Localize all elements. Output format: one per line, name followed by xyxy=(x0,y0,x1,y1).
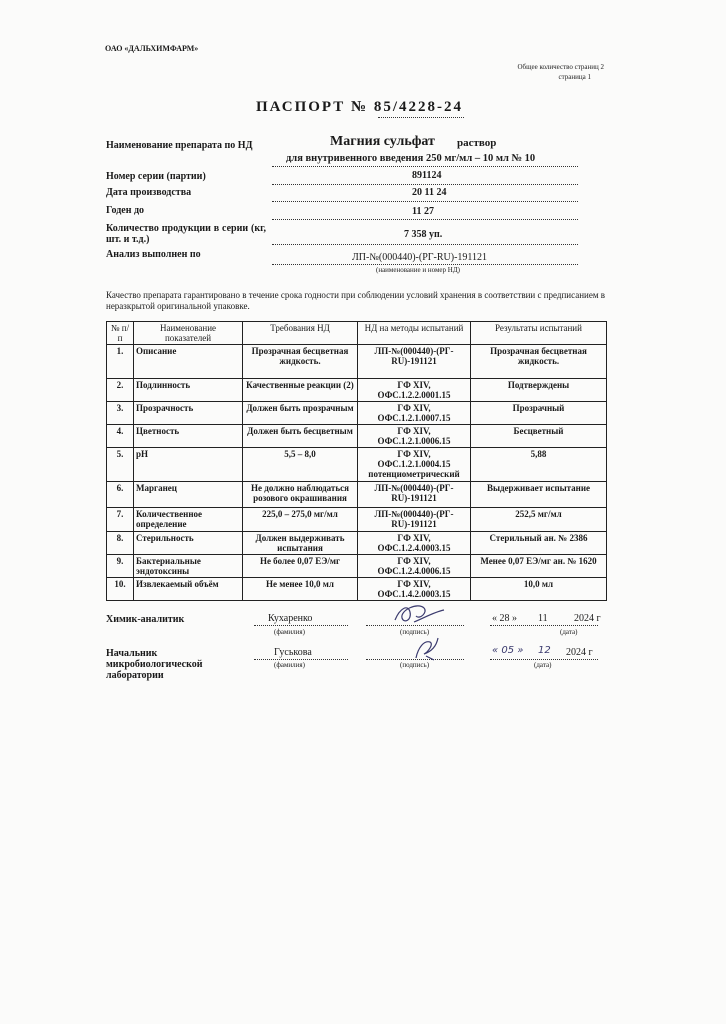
row-name: Извлекаемый объём xyxy=(134,578,243,601)
row-num: 2. xyxy=(107,379,134,402)
drug-description: для внутривенного введения 250 мг/мл – 10 мл № 10 xyxy=(286,153,536,164)
series-value: 891124 xyxy=(412,170,442,181)
row-requirement: Прозрачная бесцветная жидкость. xyxy=(243,345,358,379)
head-surname-caption: (фамилия) xyxy=(274,661,305,669)
table-row xyxy=(107,508,607,532)
quantity-label: Количество продукции в серии (кг, шт. и т.д.) xyxy=(106,223,266,245)
row-name: Количественное определение xyxy=(134,508,243,532)
analysis-label: Анализ выполнен по xyxy=(106,249,201,260)
row-method: ГФ XIV, ОФС.1.2.2.0001.15 xyxy=(358,379,471,402)
drug-underline xyxy=(272,166,578,167)
analysis-value: ЛП-№(000440)-(РГ-RU)-191121 xyxy=(352,252,488,263)
header-results: Результаты испытаний xyxy=(471,322,607,345)
quantity-value: 7 358 уп. xyxy=(404,229,443,240)
row-method: ЛП-№(000440)-(РГ-RU)-191121 xyxy=(358,508,471,532)
head-signature-icon xyxy=(408,634,448,664)
chemist-date-line xyxy=(490,625,598,626)
drug-label: Наименование препарата по НД xyxy=(106,140,253,151)
total-pages: Общее количество страниц 2 xyxy=(517,63,604,71)
row-result: Стерильный ан. № 2386 xyxy=(471,532,607,555)
row-num: 6. xyxy=(107,482,134,508)
row-method: ЛП-№(000440)-(РГ-RU)-191121 xyxy=(358,345,471,379)
table-row xyxy=(107,555,607,578)
prod-date-value: 20 11 24 xyxy=(412,187,447,198)
head-date-line xyxy=(490,659,598,660)
row-method: ЛП-№(000440)-(РГ-RU)-191121 xyxy=(358,482,471,508)
head-date-day: « 05 » xyxy=(492,645,524,656)
row-method: ГФ XIV, ОФС.1.2.1.0004.15 потенциометрический xyxy=(358,448,471,482)
chemist-date-month: 11 xyxy=(538,613,548,624)
row-num: 5. xyxy=(107,448,134,482)
row-requirement: 5,5 – 8,0 xyxy=(243,448,358,482)
row-result: Прозрачный xyxy=(471,402,607,425)
table-row xyxy=(107,448,607,482)
table-row xyxy=(107,578,607,601)
row-method: ГФ XIV, ОФС.1.2.4.0006.15 xyxy=(358,555,471,578)
row-requirement: Должен выдерживать испытания xyxy=(243,532,358,555)
head-date-caption: (дата) xyxy=(534,661,552,669)
row-method: ГФ XIV, ОФС.1.2.1.0006.15 xyxy=(358,425,471,448)
analysis-underline xyxy=(272,264,578,265)
row-name: pH xyxy=(134,448,243,482)
table-row xyxy=(107,532,607,555)
guarantee-text: Качество препарата гарантировано в течение срока годности при соблюдении условий хранения в соответствии с предписанием в неразкрытой оригинальной упаковке. xyxy=(106,290,606,311)
title-underline xyxy=(378,117,464,118)
chemist-signature-caption: (подпись) xyxy=(400,628,430,636)
head-date-month: 12 xyxy=(538,645,551,656)
head-name-line xyxy=(254,659,348,660)
expiry-value: 11 27 xyxy=(412,206,434,217)
prod-date-label: Дата производства xyxy=(106,187,192,198)
row-requirement: Должен быть бесцветным xyxy=(243,425,358,448)
row-requirement: Не должно наблюдаться розового окрашивания xyxy=(243,482,358,508)
head-date-year: 2024 г xyxy=(566,647,593,658)
table-row xyxy=(107,425,607,448)
drug-form: раствор xyxy=(457,137,497,149)
row-result: 252,5 мг/мл xyxy=(471,508,607,532)
table-header-row xyxy=(107,322,607,345)
table-row xyxy=(107,345,607,379)
row-num: 8. xyxy=(107,532,134,555)
company-name: ОАО «ДАЛЬХИМФАРМ» xyxy=(105,44,199,53)
chemist-name-line xyxy=(254,625,348,626)
row-method: ГФ XIV, ОФС.1.4.2.0003.15 xyxy=(358,578,471,601)
expiry-label: Годен до xyxy=(106,205,145,216)
row-requirement: Не менее 10,0 мл xyxy=(243,578,358,601)
row-method: ГФ XIV, ОФС.1.2.1.0007.15 xyxy=(358,402,471,425)
row-requirement: Не более 0,07 ЕЭ/мг xyxy=(243,555,358,578)
header-num: № п/п xyxy=(107,322,134,345)
row-num: 4. xyxy=(107,425,134,448)
row-requirement: Должен быть прозрачным xyxy=(243,402,358,425)
header-methods: НД на методы испытаний xyxy=(358,322,471,345)
chemist-date-day: « 28 » xyxy=(492,613,517,624)
chemist-date-year: 2024 г xyxy=(574,613,601,624)
row-num: 7. xyxy=(107,508,134,532)
row-name: Бактериальные эндотоксины xyxy=(134,555,243,578)
document-title: ПАСПОРТ № 85/4228-24 xyxy=(256,99,464,115)
chemist-date-caption: (дата) xyxy=(560,628,578,636)
row-num: 3. xyxy=(107,402,134,425)
row-requirement: Качественные реакции (2) xyxy=(243,379,358,402)
results-table xyxy=(106,321,607,601)
table-row xyxy=(107,402,607,425)
page-number: страница 1 xyxy=(558,73,591,81)
chemist-surname-caption: (фамилия) xyxy=(274,628,305,636)
expiry-underline xyxy=(272,219,578,220)
chemist-name: Кухаренко xyxy=(268,613,313,624)
analysis-caption: (наименование и номер НД) xyxy=(376,266,460,274)
row-method: ГФ XIV, ОФС.1.2.4.0003.15 xyxy=(358,532,471,555)
table-row xyxy=(107,379,607,402)
prod-date-underline xyxy=(272,201,578,202)
row-result: Прозрачная бесцветная жидкость. xyxy=(471,345,607,379)
quantity-underline xyxy=(272,244,578,245)
row-num: 1. xyxy=(107,345,134,379)
row-name: Цветность xyxy=(134,425,243,448)
row-result: Подтверждены xyxy=(471,379,607,402)
row-result: Выдерживает испытание xyxy=(471,482,607,508)
row-num: 10. xyxy=(107,578,134,601)
head-name: Гуськова xyxy=(274,647,312,658)
table-row xyxy=(107,482,607,508)
row-name: Описание xyxy=(134,345,243,379)
row-name: Подлинность xyxy=(134,379,243,402)
chemist-label: Химик-аналитик xyxy=(106,614,185,625)
row-num: 9. xyxy=(107,555,134,578)
row-requirement: 225,0 – 275,0 мг/мл xyxy=(243,508,358,532)
head-label: Начальник микробиологической лаборатории xyxy=(106,648,203,681)
row-result: 10,0 мл xyxy=(471,578,607,601)
row-name: Марганец xyxy=(134,482,243,508)
header-requirements: Требования НД xyxy=(243,322,358,345)
row-result: Бесцветный xyxy=(471,425,607,448)
row-name: Стерильность xyxy=(134,532,243,555)
head-signature-caption: (подпись) xyxy=(400,661,430,669)
row-result: Менее 0,07 ЕЭ/мг ан. № 1620 xyxy=(471,555,607,578)
chemist-signature-icon xyxy=(390,598,450,632)
header-name: Наименование показателей xyxy=(134,322,243,345)
series-label: Номер серии (партии) xyxy=(106,171,206,182)
row-name: Прозрачность xyxy=(134,402,243,425)
series-underline xyxy=(272,184,578,185)
row-result: 5,88 xyxy=(471,448,607,482)
drug-name: Магния сульфат xyxy=(330,134,435,149)
